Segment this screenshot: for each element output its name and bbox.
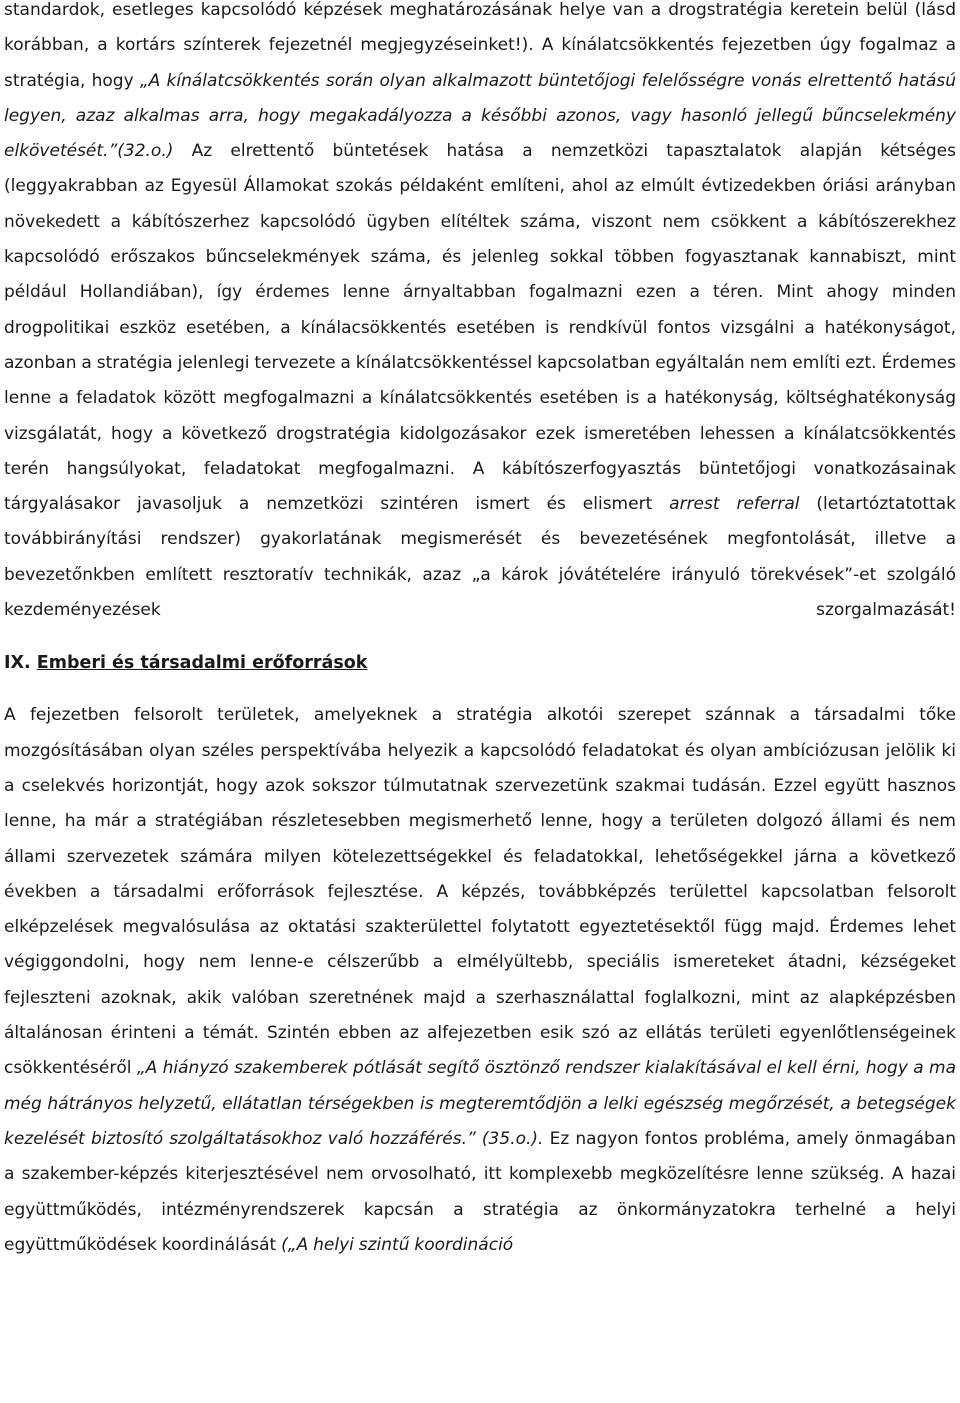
section-title: Emberi és társadalmi erőforrások [36, 653, 368, 674]
section-heading [4, 645, 956, 681]
arrest-referral-term: arrest referral [669, 494, 800, 515]
paragraph-2-text-b: Ez nagyon fontos probléma, amely önmagában a szakember-képzés kiterjesztésével nem orvosolható, itt komplexebb megközelítésre lenne szükség. A hazai együttműködés, intézményrendszerek kapcsán a stratégia az önkormányzatokra terhelné a helyi együttműködések koordinálását [4, 1128, 956, 1255]
paragraph-1-text-c: (letartóztatottak továbbirányítási rendszer) gyakorlatának megismerését és bevezetésének megfontolását, illetve a bevezetőnkben említett resztoratív technikák, azaz „a károk jóvátételére irányuló törekvések”-et szolgáló kezdeményezések szorgalmazását! [4, 494, 957, 621]
paragraph-2-text-a: A fejezetben felsorolt területek, amelyeknek a stratégia alkotói szerepet szánnak a társadalmi tőke mozgósításában olyan széles perspektívába helyezik a kapcsolódó feladatokat és olyan ambíciózusan jelölik ki a cselekvés horizontját, hogy azok sokszor túlmutatnak szervezetünk szakmai tudásán. Ezzel együtt hasznos lenne, ha már a stratégiában részletesebben megismerhető lenne, hogy a területen dolgozó állami és nem állami szervezetek számára milyen kötelezettségekkel és feladatokkal, lehetőségekkel járna a következő években a társadalmi erőforrások fejlesztése. A képzés, továbbképzés területtel kapcsolatban felsorolt elképzelések megvalósulása az oktatási szakterülettel folytatott egyeztetésektől függ majd. Érdemes lehet végiggondolni, hogy nem lenne-e célszerűbb a elmélyültebb, speciális ismereteket átadni, kézségeket fejleszteni azoknak, akik valóban szeretnének majd a szerhasználattal foglalkozni, mint az alapképzésben általánosan érinteni a témát. Szintén ebben az alfejezetben esik szó az ellátás területi egyenlőtlenségeinek csökkentéséről [4, 705, 956, 1079]
body-paragraph-1 [4, 0, 956, 628]
paragraph-1-text-a: standardok, esetleges kapcsolódó képzések meghatározásának helye van a drogstratégia keretein belül (lásd korábban, a kortárs színterek fejezetnél megjegyzéseinket!). A kínálatcsökkentés fejezetben úgy fogalmaz a stratégia, hogy [4, 0, 956, 91]
document-page [4, 0, 956, 1263]
body-paragraph-2 [4, 698, 956, 1263]
local-coordination-quote: („A helyi szintű koordináció [281, 1234, 514, 1255]
paragraph-1-text-b: Az elrettentő büntetések hatása a nemzetközi tapasztalatok alapján kétséges (leggyakrabban az Egyesül Államokat szokás példaként említeni, ahol az elmúlt évtizedekben óriási arányban növekedett a kábítószerhez kapcsolódó ügyben elítéltek száma, viszont nem csökkent a kábítószerekhez kapcsolódó erőszakos bűncselekmények száma, és jelenleg sokkal többen fogyasztanak kannabiszt, mint például Hollandiában), így érdemes lenne árnyaltabban fogalmazni ezen a téren. Mint ahogy minden drogpolitikai eszköz esetében, a kínálacsökkentés esetében is rendkívül fontos vizsgálni a hatékonyságot, azonban a stratégia jelenlegi tervezete a kínálatcsökkentéssel kapcsolatban egyáltalán nem említi ezt. Érdemes lenne a feladatok között megfogalmazni a kínálatcsökkentés esetében is a hatékonyság, költséghatékonyság vizsgálatát, hogy a következő drogstratégia kidolgozásakor ezek ismeretében lehessen a kínálatcsökkentés terén hangsúlyokat, feladatokat megfogalmazni. A kábítószerfogyasztás büntetőjogi vonatkozásainak tárgyalásakor javasoljuk a nemzetközi szintéren ismert és elismert [4, 141, 956, 515]
strategy-quote-32: „A kínálatcsökkentés során olyan alkalmazott büntetőjogi felelősségre vonás elrettentő hatású legyen, azaz alkalmas arra, hogy megakadályozza a későbbi azonos, vagy hasonló jellegű bűncselekmény elkövetését.”(32.o.) [4, 70, 956, 162]
section-number: IX. [4, 653, 31, 674]
strategy-quote-35: „A hiányzó szakemberek pótlását segítő ösztönző rendszer kialakításával el kell érni, hogy a ma még hátrányos helyzetű, ellátatlan térségekben is megteremtődjön a lelki egészség megőrzését, a betegségek kezelését biztosító szolgáltatásokhoz való hozzáférés.” (35.o.). [4, 1058, 956, 1149]
